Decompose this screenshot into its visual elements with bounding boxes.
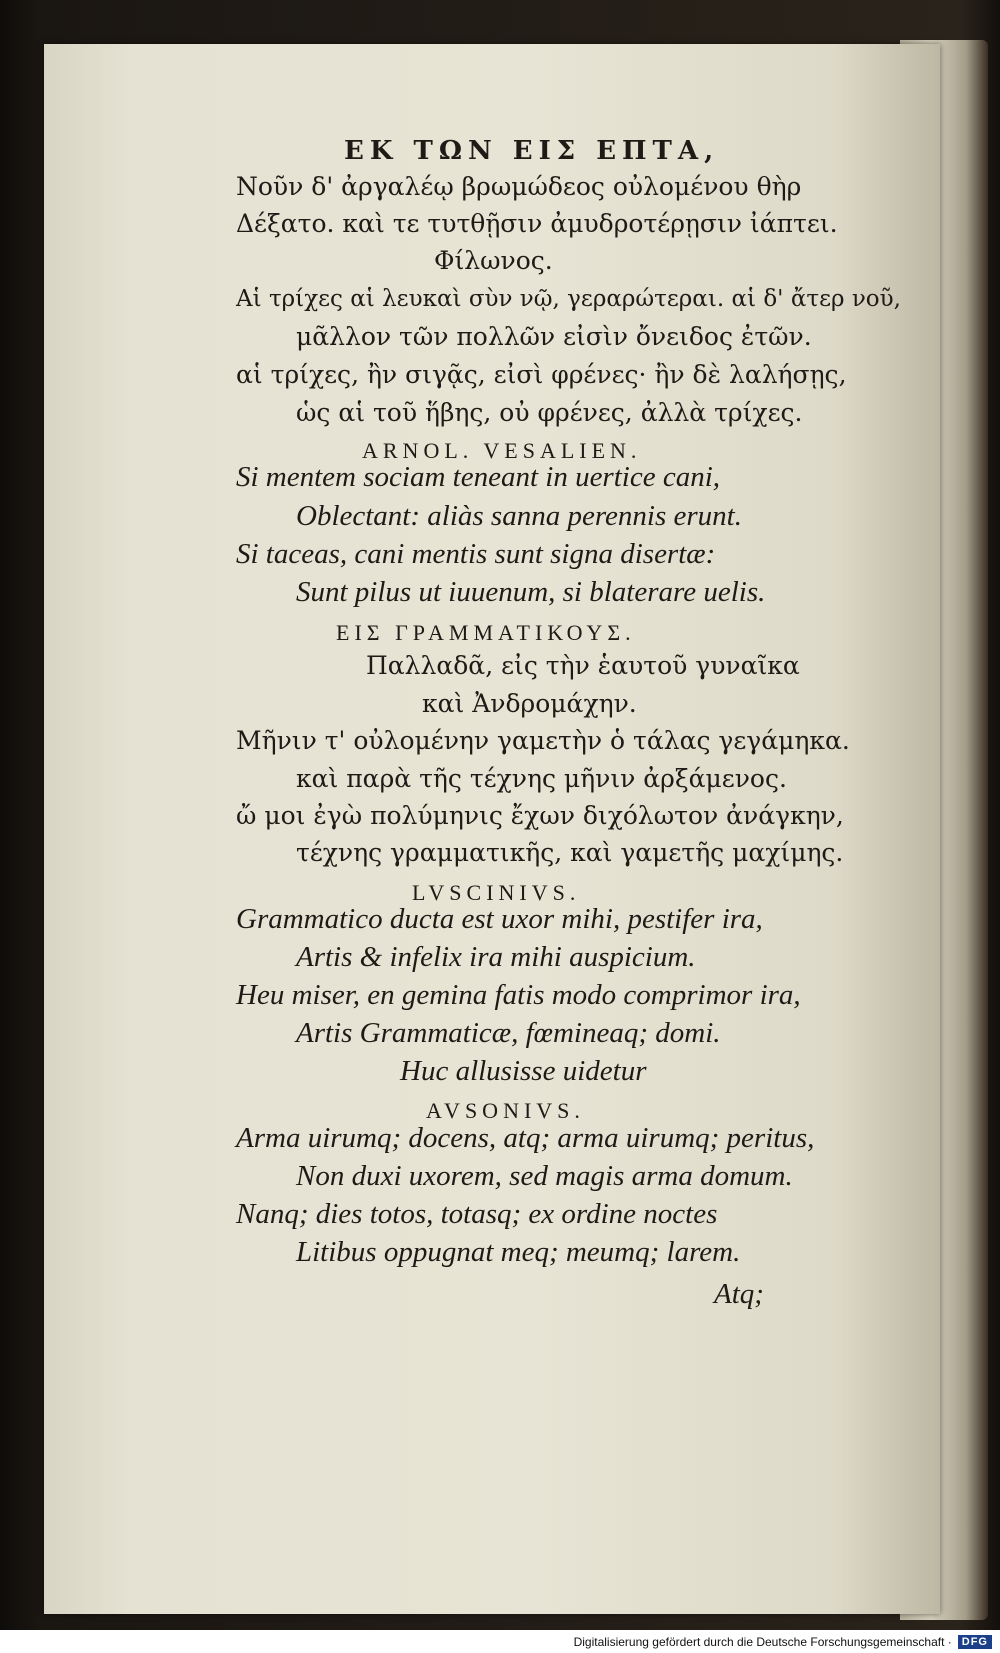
dfg-logo: DFG xyxy=(958,1635,992,1649)
text-line: Litibus oppugnat meq; meumq; larem. xyxy=(296,1236,741,1268)
text-line: Arma uirumq; docens, atq; arma uirumq; peritus, xyxy=(236,1122,815,1154)
text-line: μᾶλλον τῶν πολλῶν εἰσὶν ὄνειδος ἐτῶν. xyxy=(296,322,812,351)
text-line: Artis Grammaticæ, fœmineaq; domi. xyxy=(296,1017,721,1049)
text-line: Αἱ τρίχες αἱ λευκαὶ σὺν νῷ, γεραρώτεραι. αἱ δ' ἄτερ νοῦ, xyxy=(236,286,901,312)
running-header: ΕΚ ΤΩΝ ΕΙΣ ΕΠΤΑ, xyxy=(344,136,720,166)
text-line: Φίλωνος. xyxy=(434,246,553,275)
catchword: Atq; xyxy=(714,1278,764,1310)
page-text xyxy=(44,44,940,1614)
text-line: Nanq; dies totos, totasq; ex ordine noctes xyxy=(236,1198,718,1230)
text-line: Sunt pilus ut iuuenum, si blaterare uelis. xyxy=(296,576,766,608)
text-line: Non duxi uxorem, sed magis arma domum. xyxy=(296,1160,793,1192)
text-line: Huc allusisse uidetur xyxy=(400,1055,647,1087)
funding-credit: Digitalisierung gefördert durch die Deutsche Forschungsgemeinschaft · xyxy=(573,1634,952,1649)
book-page xyxy=(44,44,940,1614)
section-heading: AVSONIVS. xyxy=(426,1098,585,1123)
text-line: ὤ μοι ἐγὼ πολύμηνις ἔχων διχόλωτον ἀνάγκην, xyxy=(236,801,844,830)
text-line: Heu miser, en gemina fatis modo comprimor ira, xyxy=(236,979,801,1011)
text-line: Si taceas, cani mentis sunt signa disertæ: xyxy=(236,538,716,570)
section-heading: ΕΙΣ ΓΡΑΜΜΑΤΙΚΟΥΣ. xyxy=(336,620,636,645)
text-line: Grammatico ducta est uxor mihi, pestifer ira, xyxy=(236,903,763,935)
text-line: Oblectant: aliàs sanna perennis erunt. xyxy=(296,500,742,532)
text-line: Παλλαδᾶ, εἰς τὴν ἑαυτοῦ γυναῖκα xyxy=(366,651,800,680)
text-line: Νοῦν δ' ἀργαλέῳ βρωμώδεος οὐλομένου θὴρ xyxy=(236,172,802,201)
section-heading: ARNOL. VESALIEN. xyxy=(362,438,642,463)
text-line: αἱ τρίχες, ἢν σιγᾷς, εἰσὶ φρένες· ἢν δὲ λαλήσῃς, xyxy=(236,360,847,389)
text-line: Δέξατο. καὶ τε τυτθῇσιν ἀμυδροτέρῃσιν ἰάπτει. xyxy=(236,209,838,238)
text-line: καὶ Ἀνδρομάχην. xyxy=(422,689,637,718)
section-heading: LVSCINIVS. xyxy=(412,880,581,905)
text-line: καὶ παρὰ τῆς τέχνης μῆνιν ἀρξάμενος. xyxy=(296,764,787,793)
text-line: Artis & infelix ira mihi auspicium. xyxy=(296,941,696,973)
digitization-footer xyxy=(0,1630,1000,1653)
text-line: Μῆνιν τ' οὐλομένην γαμετὴν ὁ τάλας γεγάμηκα. xyxy=(236,726,850,755)
text-line: Si mentem sociam teneant in uertice cani, xyxy=(236,461,721,493)
text-line: τέχνης γραμματικῆς, καὶ γαμετῆς μαχίμης. xyxy=(296,838,844,867)
text-line: ὡς αἱ τοῦ ἥβης, οὐ φρένες, ἀλλὰ τρίχες. xyxy=(296,398,803,427)
